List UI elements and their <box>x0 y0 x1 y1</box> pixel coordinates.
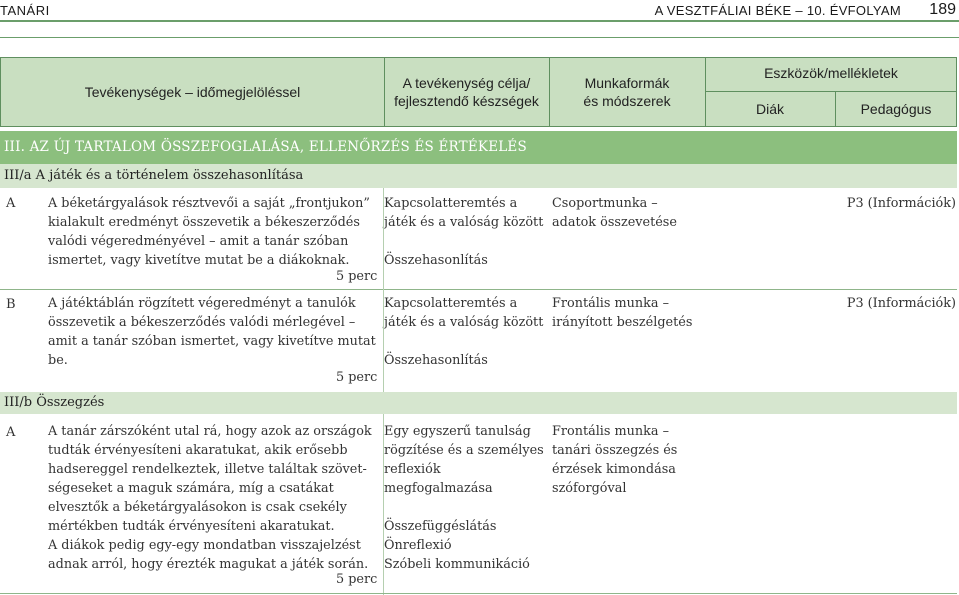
subsection-b-title: III/b Összegzés <box>0 392 957 414</box>
row-group-label: B <box>6 297 16 312</box>
header-title: A VESZTFÁLIAI BÉKE – 10. ÉVFOLYAM <box>654 3 901 18</box>
header-rule-thin <box>0 37 959 38</box>
goal-text: Kapcsolatteremtés a játék és a valóság között Összehasonlítás <box>384 296 544 368</box>
row-group-label: A <box>6 196 16 211</box>
method-text: Frontális munka – irányított beszélgetés <box>552 296 693 330</box>
method-text: Frontális munka – tanári összegzés és érzések kimondása szóforgóval <box>552 424 678 496</box>
running-header <box>0 0 959 20</box>
col-tools-header: Eszközök/mellékletek <box>764 65 898 81</box>
activity-text: A béketárgyalások résztvevői a saját „frontjukon” kialakult eredményt összevetik a békeszerződés valódi végeredményével – amit a tanár szóban ismertet, vagy kivetítve mutat be a diákoknak. <box>48 196 370 268</box>
table-header <box>0 57 957 127</box>
row-group-label: A <box>6 425 16 440</box>
column-divider <box>383 188 384 392</box>
method-text: Csoportmunka – adatok összevetése <box>552 196 677 230</box>
col-method-header: Munkaformák és módszerek <box>583 75 671 109</box>
table-bottom-rule <box>0 593 957 594</box>
header-rule <box>0 20 959 22</box>
page-number: 189 <box>929 1 956 18</box>
activity-text: A tanár zárszóként utal rá, hogy azok az országok tudták érvényesíteni akaratukat, akik erősebb hadsereggel rendelkeztek, illetve találtak szövet- ségeseket a maguk számára, míg a csatákat elvesztők a béketárgyalásokon is csak csekély mértékben tudták érvényesíteni akaratukat. A diákok pedig egy-egy mondatban visszajelzést adnak arról, hogy érezték magukat a játék során. <box>48 424 372 572</box>
column-divider <box>383 414 384 595</box>
col-student-header: Diák <box>755 101 784 117</box>
time-label: 5 perc <box>336 370 378 385</box>
subsection-a-title: III/a A játék és a történelem összehasonlítása <box>0 164 957 188</box>
teacher-tool: P3 (Információk) <box>846 296 956 311</box>
col-goal-header: A tevékenység célja/ fejlesztendő készségek <box>394 75 539 109</box>
header-left: TANÁRI <box>0 3 50 18</box>
goal-text: Egy egyszerű tanulság rögzítése és a személyes reflexiók megfogalmazása Összefüggéslátás Önreflexió Szóbeli kommunikáció <box>384 424 544 572</box>
section-title: III. AZ ÚJ TARTALOM ÖSSZEFOGLALÁSA, ELLENŐRZÉS ÉS ÉRTÉKELÉS <box>0 131 957 164</box>
time-label: 5 perc <box>336 269 378 284</box>
activity-text: A játéktáblán rögzített végeredményt a tanulók összevetik a békeszerződés valódi mérlegével – amit a tanár szóban ismertet, vagy kivetítve mutat be. <box>48 296 376 368</box>
teacher-tool: P3 (Információk) <box>846 196 956 211</box>
time-label: 5 perc <box>336 572 378 587</box>
goal-text: Kapcsolatteremtés a játék és a valóság között Összehasonlítás <box>384 196 544 268</box>
col-activities-header: Tevékenységek – időmegjelöléssel <box>84 84 301 100</box>
row-separator <box>0 289 957 290</box>
col-teacher-header: Pedagógus <box>860 101 932 117</box>
